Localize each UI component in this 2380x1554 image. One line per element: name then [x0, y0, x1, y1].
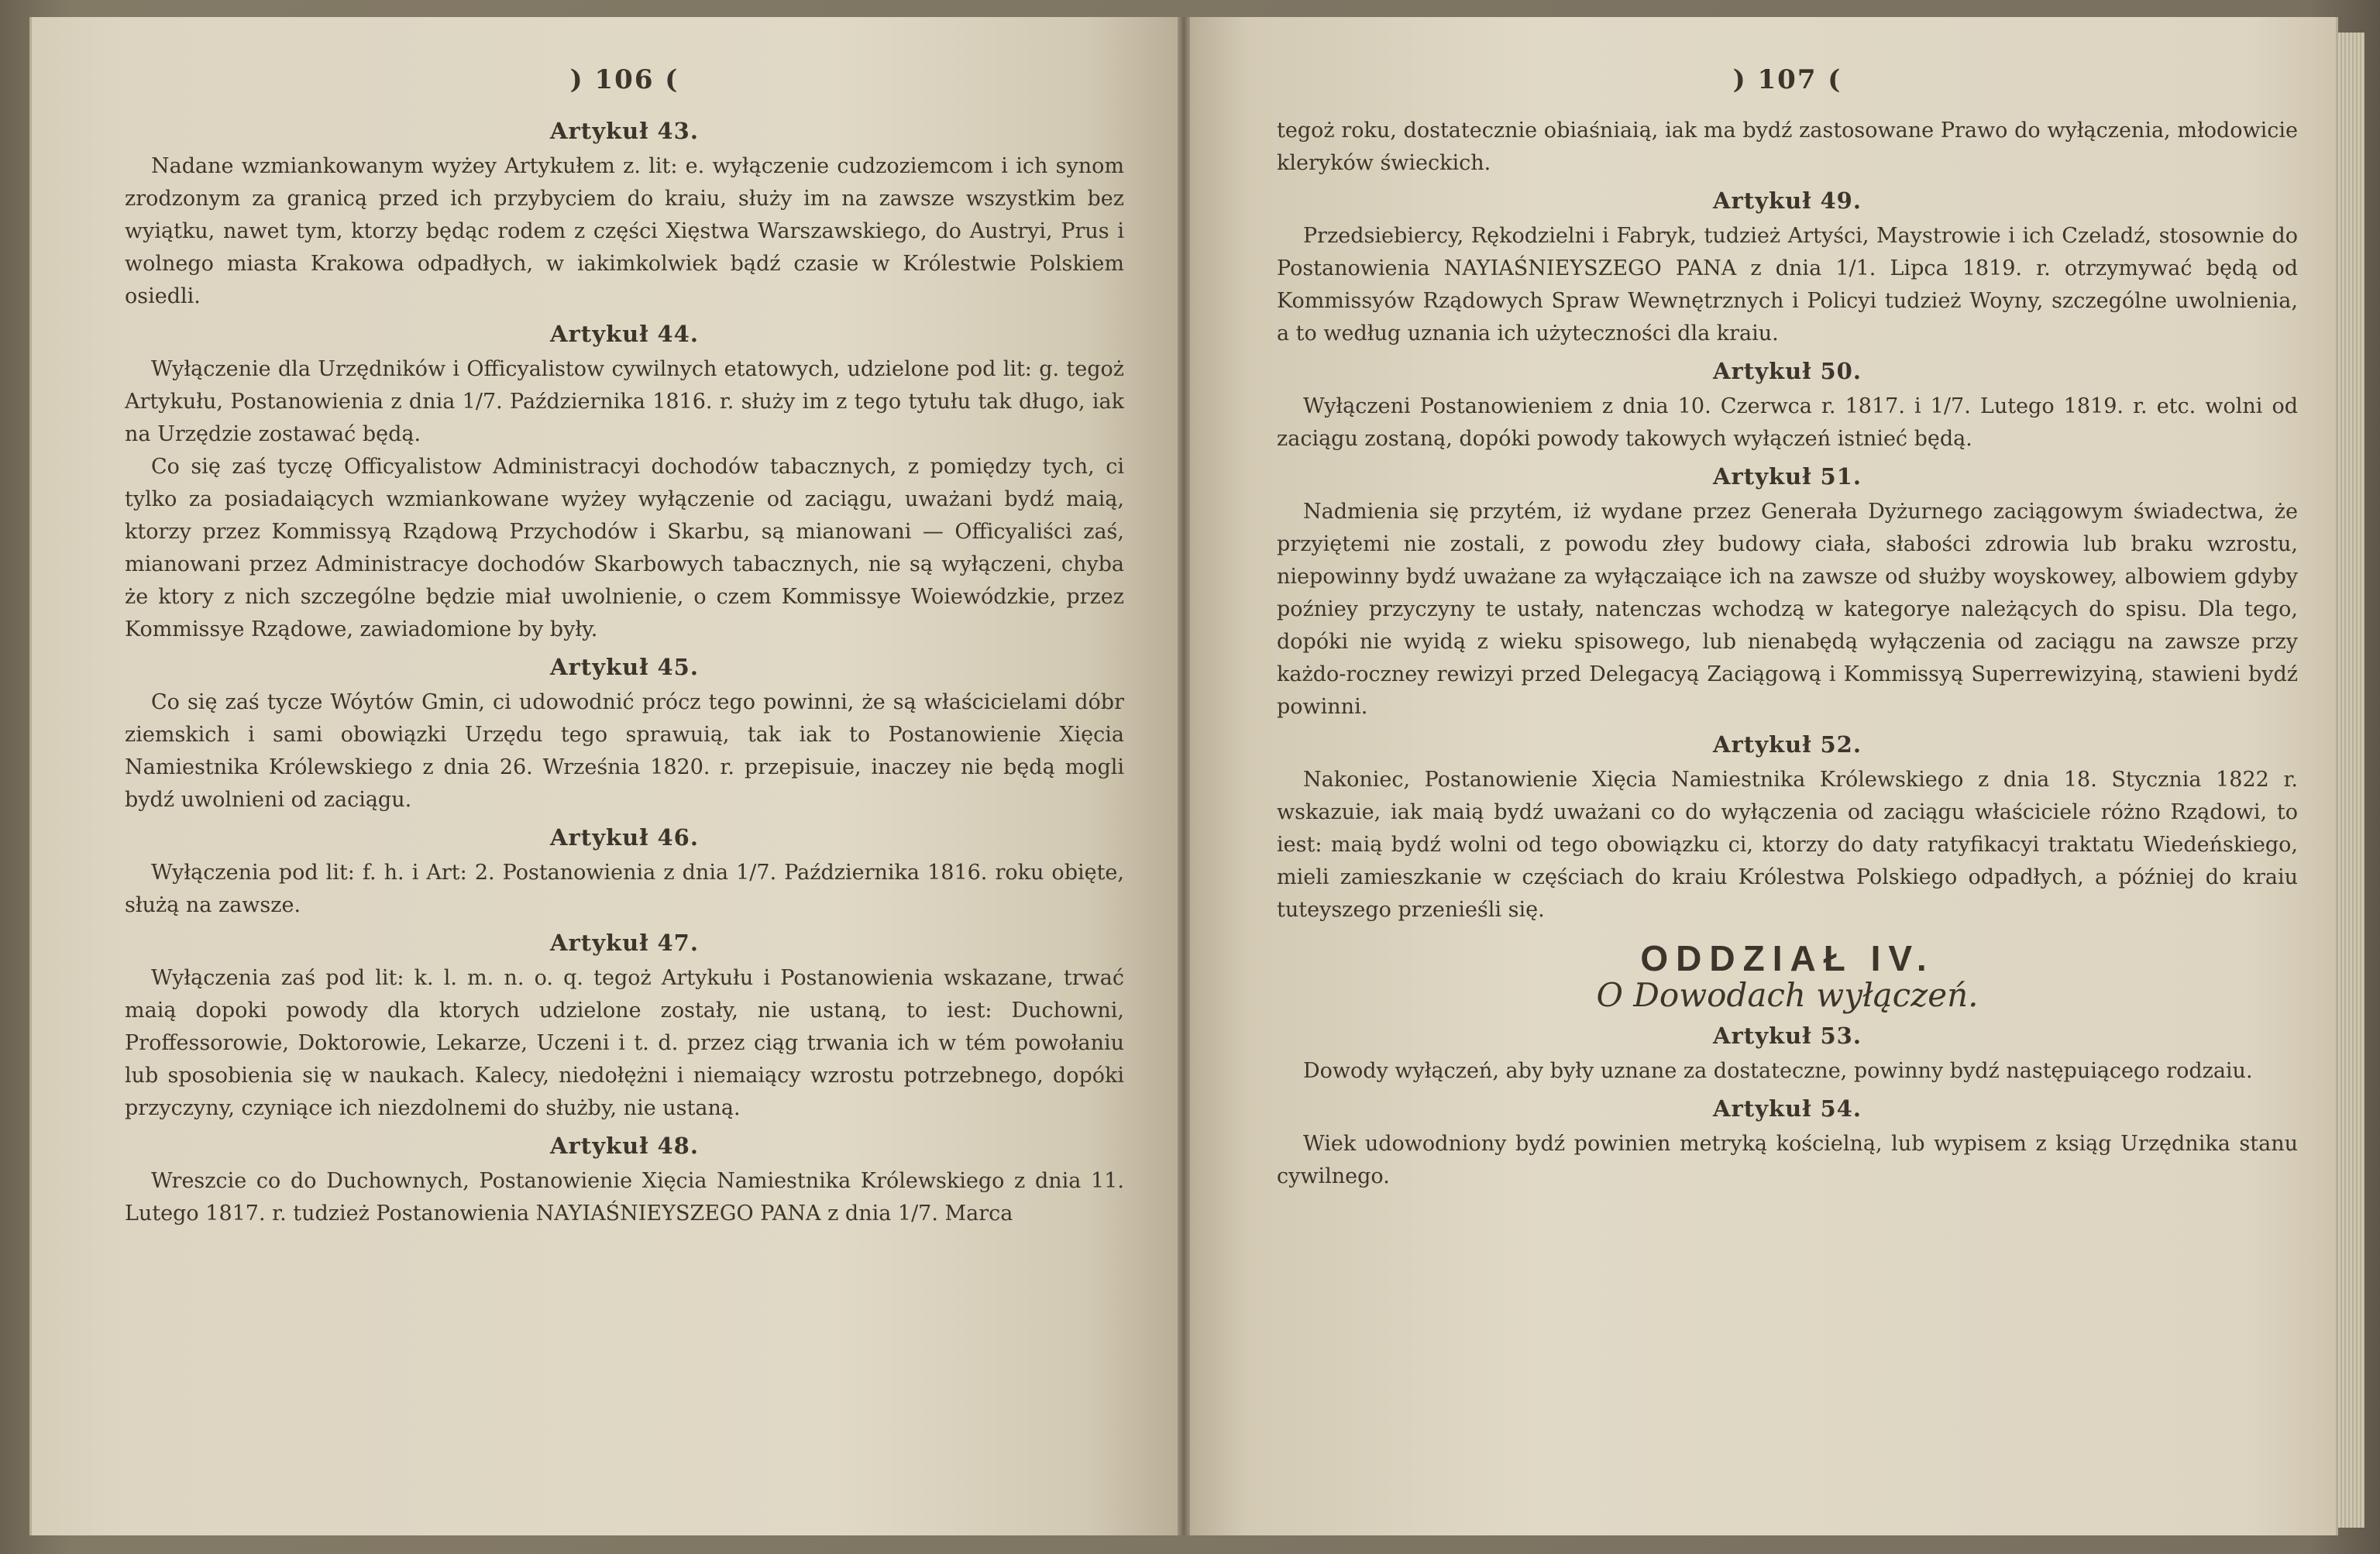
page-number: ) 106 ( — [569, 64, 679, 95]
left-page — [29, 17, 1178, 1535]
article-heading: Artykuł 44. — [550, 321, 699, 347]
article-heading: Artykuł 47. — [550, 930, 699, 956]
right-page-content — [1277, 64, 2298, 1193]
article-paragraph: Wyłączenia pod lit: f. h. i Art: 2. Postanowienia z dnia 1/7. Października 1816. roku obięte, służą na zawsze. — [125, 861, 1124, 917]
section-subtitle: O Dowodach wyłączeń. — [1596, 976, 1979, 1014]
book-gutter — [1178, 17, 1190, 1535]
article-heading: Artykuł 46. — [550, 824, 699, 851]
article-heading: Artykuł 48. — [550, 1133, 699, 1159]
article-paragraph: Nakoniec, Postanowienie Xięcia Namiestnika Królewskiego z dnia 18. Stycznia 1822 r. wskazuie, iak maią bydź uważani co do wyłączenia od zaciągu właściciele różno Rządowi, to iest: maią bydź wolni od tego obowiązku ci, ktorzy do daty ratyfikacyi traktatu Wiedeńskiego, mieli zamieszkanie w częściach do kraiu Królestwa Polskiego odpadłych, a później do kraiu tuteyszego przenieśli się. — [1277, 768, 2298, 922]
article-heading: Artykuł 53. — [1713, 1023, 1862, 1049]
article-paragraph: Wiek udowodniony bydź powinien metryką kościelną, lub wypisem z ksiąg Urzędnika stanu cywilnego. — [1277, 1132, 2298, 1188]
right-page — [1190, 17, 2338, 1535]
article-paragraph: Co się zaś tyczę Officyalistow Administracyi dochodów tabacznych, z pomiędzy tych, ci tylko za posiadaiących wzmiankowane wyżey wyłączenie od zaciągu, uważani bydź maią, ktorzy przez Kommissyą Rządową Przychodów i Skarbu, są mianowani — Officyaliści zaś, mianowani przez Administracye dochodów Skarbowych tabacznych, nie są wyłączeni, chyba że ktory z nich szczególne będzie miał uwolnienie, o czem Kommissye Woiewódzkie, przez Kommissye Rządowe, zawiadomione by były. — [125, 455, 1124, 641]
article-paragraph: Co się zaś tycze Wóytów Gmin, ci udowodnić prócz tego powinni, że są właścicielami dóbr ziemskich i sami obowiązki Urzędu tego sprawuią, tak iak to Postanowienie Xięcia Namiestnika Królewskiego z dnia 26. Września 1820. r. przepisuie, inaczey nie będą mogli bydź uwolnieni od zaciągu. — [125, 690, 1124, 812]
page-number: ) 107 ( — [1732, 64, 1842, 95]
article-paragraph: Nadane wzmiankowanym wyżey Artykułem z. lit: e. wyłączenie cudzoziemcom i ich synom zrodzonym za granicą przed ich przybyciem do kraiu, służy im na zawsze wszystkim bez wyiątku, nawet tym, ktorzy będąc rodem z części Xięstwa Warszawskiego, do Austryi, Prus i wolnego miasta Krakowa odpadłych, w iakimkolwiek bądź czasie w Królestwie Polskiem osiedli. — [125, 154, 1124, 308]
article-paragraph: Wyłączenie dla Urzędników i Officyalistow cywilnych etatowych, udzielone pod lit: g. tegoż Artykułu, Postanowienia z dnia 1/7. Października 1816. r. służy im z tego tytułu tak długo, iak na Urzędzie zostawać będą. — [125, 357, 1124, 446]
section-title: ODDZIAŁ IV. — [1640, 938, 1935, 978]
article-paragraph: Nadmienia się przytém, iż wydane przez Generała Dyżurnego zaciągowym świadectwa, że przyiętemi nie zostali, z powodu złey budowy ciała, słabości zdrowia lub braku wzrostu, niepowinny bydź uważane za wyłączaiące ich na zawsze od służby woyskowey, albowiem gdyby poźniey przyczyny te ustały, natenczas wchodzą w kategorye należących do spisu. Dla tego, dopóki nie wyidą z wieku spisowego, lub nienabędą wyłączenia od zaciągu na zawsze przy każdo-roczney rewizyi przed Delegacyą Zaciągową i Kommissyą Superrewizyiną, stawieni bydź powinni. — [1277, 500, 2298, 719]
page-edges — [2338, 33, 2365, 1528]
article-paragraph: Przedsiebiercy, Rękodzielni i Fabryk, tudzież Artyści, Maystrowie i ich Czeladź, stosownie do Postanowienia NAYIAŚNIEYSZEGO PANA z dnia 1/1. Lipca 1819. r. otrzymywać będą od Kommissyów Rządowych Spraw Wewnętrznych i Policyi tudzież Woyny, szczególne uwolnienia, a to według uznania ich użyteczności dla kraiu. — [1277, 224, 2298, 346]
article-paragraph: Wreszcie co do Duchownych, Postanowienie Xięcia Namiestnika Królewskiego z dnia 11. Lutego 1817. r. tudzież Postanowienia NAYIAŚNIEYSZEGO PANA z dnia 1/7. Marca — [125, 1169, 1124, 1226]
left-page-content — [125, 64, 1124, 1230]
article-heading: Artykuł 45. — [550, 654, 699, 680]
article-heading: Artykuł 51. — [1713, 463, 1862, 490]
open-book — [29, 17, 2338, 1535]
continuation-paragraph: tegoż roku, dostatecznie obiaśniaią, iak ma bydź zastosowane Prawo do wyłączenia, młodowicie kleryków świeckich. — [1277, 119, 2298, 175]
article-heading: Artykuł 49. — [1713, 187, 1862, 214]
article-heading: Artykuł 52. — [1713, 731, 1862, 758]
article-heading: Artykuł 54. — [1713, 1095, 1862, 1122]
article-paragraph: Wyłączenia zaś pod lit: k. l. m. n. o. q. tegoż Artykułu i Postanowienia wskazane, trwać maią dopoki powody dla ktorych udzielone zostały, nie ustaną, to iest: Duchowni, Proffessorowie, Doktorowie, Lekarze, Uczeni i t. d. przez ciąg trwania ich w tém powołaniu lub sposobienia się w naukach. Kalecy, niedołężni i niemaiący wzrostu potrzebnego, dopóki przyczyny, czyniące ich niezdolnemi do służby, nie ustaną. — [125, 966, 1124, 1120]
article-heading: Artykuł 50. — [1713, 358, 1862, 384]
article-heading: Artykuł 43. — [550, 118, 699, 144]
article-paragraph: Dowody wyłączeń, aby były uznane za dostateczne, powinny bydź następuiącego rodzaiu. — [1303, 1059, 2253, 1083]
article-paragraph: Wyłączeni Postanowieniem z dnia 10. Czerwca r. 1817. i 1/7. Lutego 1819. r. etc. wolni od zaciągu zostaną, dopóki powody takowych wyłączeń istnieć będą. — [1277, 394, 2298, 451]
